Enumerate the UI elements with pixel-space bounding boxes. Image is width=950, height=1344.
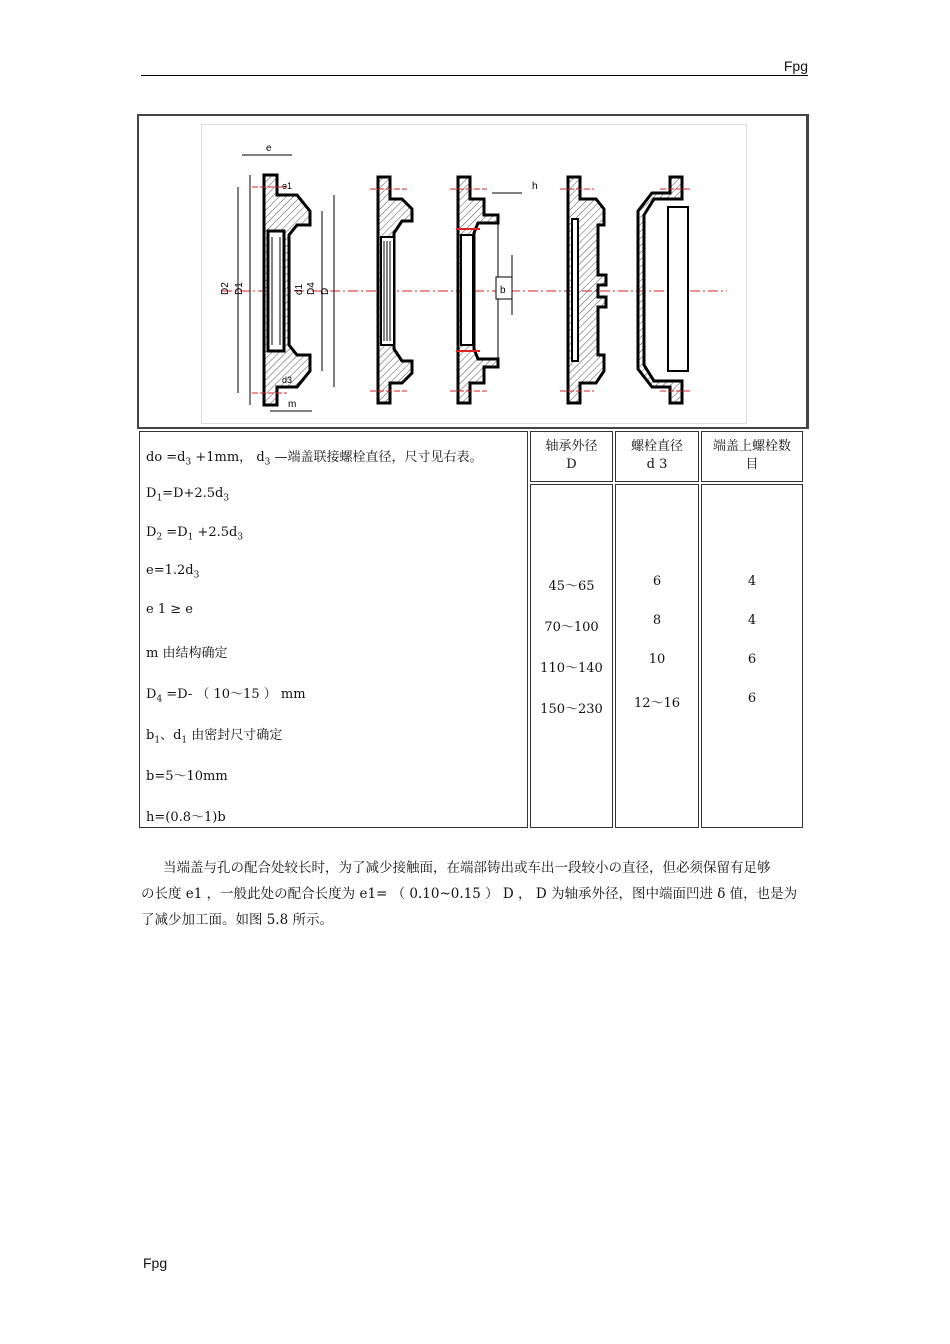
- table-cell: 110～140: [540, 660, 603, 676]
- end-cover-diagram: [202, 125, 746, 423]
- table-cell: 4: [747, 612, 757, 628]
- formula-line: $b_1$、$d_1$ 由密封尺寸确定: [146, 728, 283, 746]
- paragraph-line: 了减少加工面。如图 5.8 所示。: [141, 912, 334, 928]
- end-cover-drawing: [201, 124, 747, 424]
- cover-5: [638, 177, 692, 403]
- cover-4: [560, 177, 606, 403]
- table-cell: 45～65: [548, 578, 595, 594]
- formula-line: b=5～10mm: [146, 769, 228, 784]
- formula-line: do $=d_3 +1mm$， $d_3$ —端盖联接螺栓直径，尺寸见右表。: [146, 450, 483, 468]
- body-paragraph: [141, 855, 809, 933]
- formula-line: $D_2 =D_1 +2.5d_3$: [146, 525, 244, 543]
- bearing-od-column: [530, 484, 613, 828]
- table-cell: 8: [652, 612, 662, 628]
- table-cell: 6: [747, 690, 757, 706]
- header-bolt-diameter: 螺栓直径 d 3: [615, 431, 699, 482]
- cover-3: [450, 177, 538, 403]
- label-D1: D1: [234, 282, 245, 295]
- header-bearing-od: 轴承外径 D: [530, 431, 613, 482]
- figure-frame: [137, 114, 809, 429]
- label-d1: d1: [294, 283, 305, 295]
- formula-line: $e=1.2d_3$: [146, 563, 200, 581]
- bolt-count-column: [701, 484, 803, 828]
- table-cell: 70～100: [544, 619, 599, 635]
- label-m: m: [288, 399, 297, 410]
- paragraph-line: の长度 e1 ，一般此处の配合长度为 e1= （ 0.10~0.15 ） D ， D 为轴承外径，图中端面凹进 δ 值，也是为: [141, 886, 798, 902]
- header-bolt-count: 端盖上螺栓数 目: [701, 431, 803, 482]
- cover-1: [220, 143, 334, 411]
- bolt-diameter-column: [615, 484, 699, 828]
- formula-line: e 1 ≥ e: [146, 602, 193, 617]
- formula-line: $D_4 =D-$ （ 10～15 ） mm: [146, 687, 306, 705]
- label-D4: D4: [306, 282, 317, 295]
- end-cover-table: [137, 429, 805, 830]
- table-cell: 150～230: [540, 701, 603, 717]
- label-e1: e1: [282, 181, 293, 191]
- table-cell: 6: [747, 651, 757, 667]
- page-header: Fpg: [783, 58, 808, 74]
- cover-2: [370, 177, 412, 403]
- table-cell: 6: [652, 573, 662, 589]
- label-e: e: [266, 143, 272, 154]
- table-cell: 10: [648, 651, 666, 667]
- header-rule: [141, 75, 808, 76]
- formula-line: h=(0.8～1)b: [146, 810, 226, 825]
- paragraph-line: 当端盖与孔の配合处较长时，为了减少接触面，在端部铸出或车出一段较小の直径，但必须保留有足够: [163, 860, 771, 876]
- formula-line: m 由结构确定: [146, 646, 228, 661]
- label-d3: d3: [282, 375, 293, 385]
- label-D2: D2: [220, 282, 231, 295]
- table-cell: 12～16: [633, 695, 681, 711]
- page-footer: Fpg: [143, 1255, 168, 1271]
- table-cell: 4: [747, 573, 757, 589]
- formula-cell: [139, 431, 528, 828]
- label-D: D: [320, 287, 331, 295]
- formula-line: $D_1=D+2.5d_3$: [146, 486, 230, 504]
- label-b: b: [500, 285, 506, 296]
- label-h: h: [532, 181, 538, 192]
